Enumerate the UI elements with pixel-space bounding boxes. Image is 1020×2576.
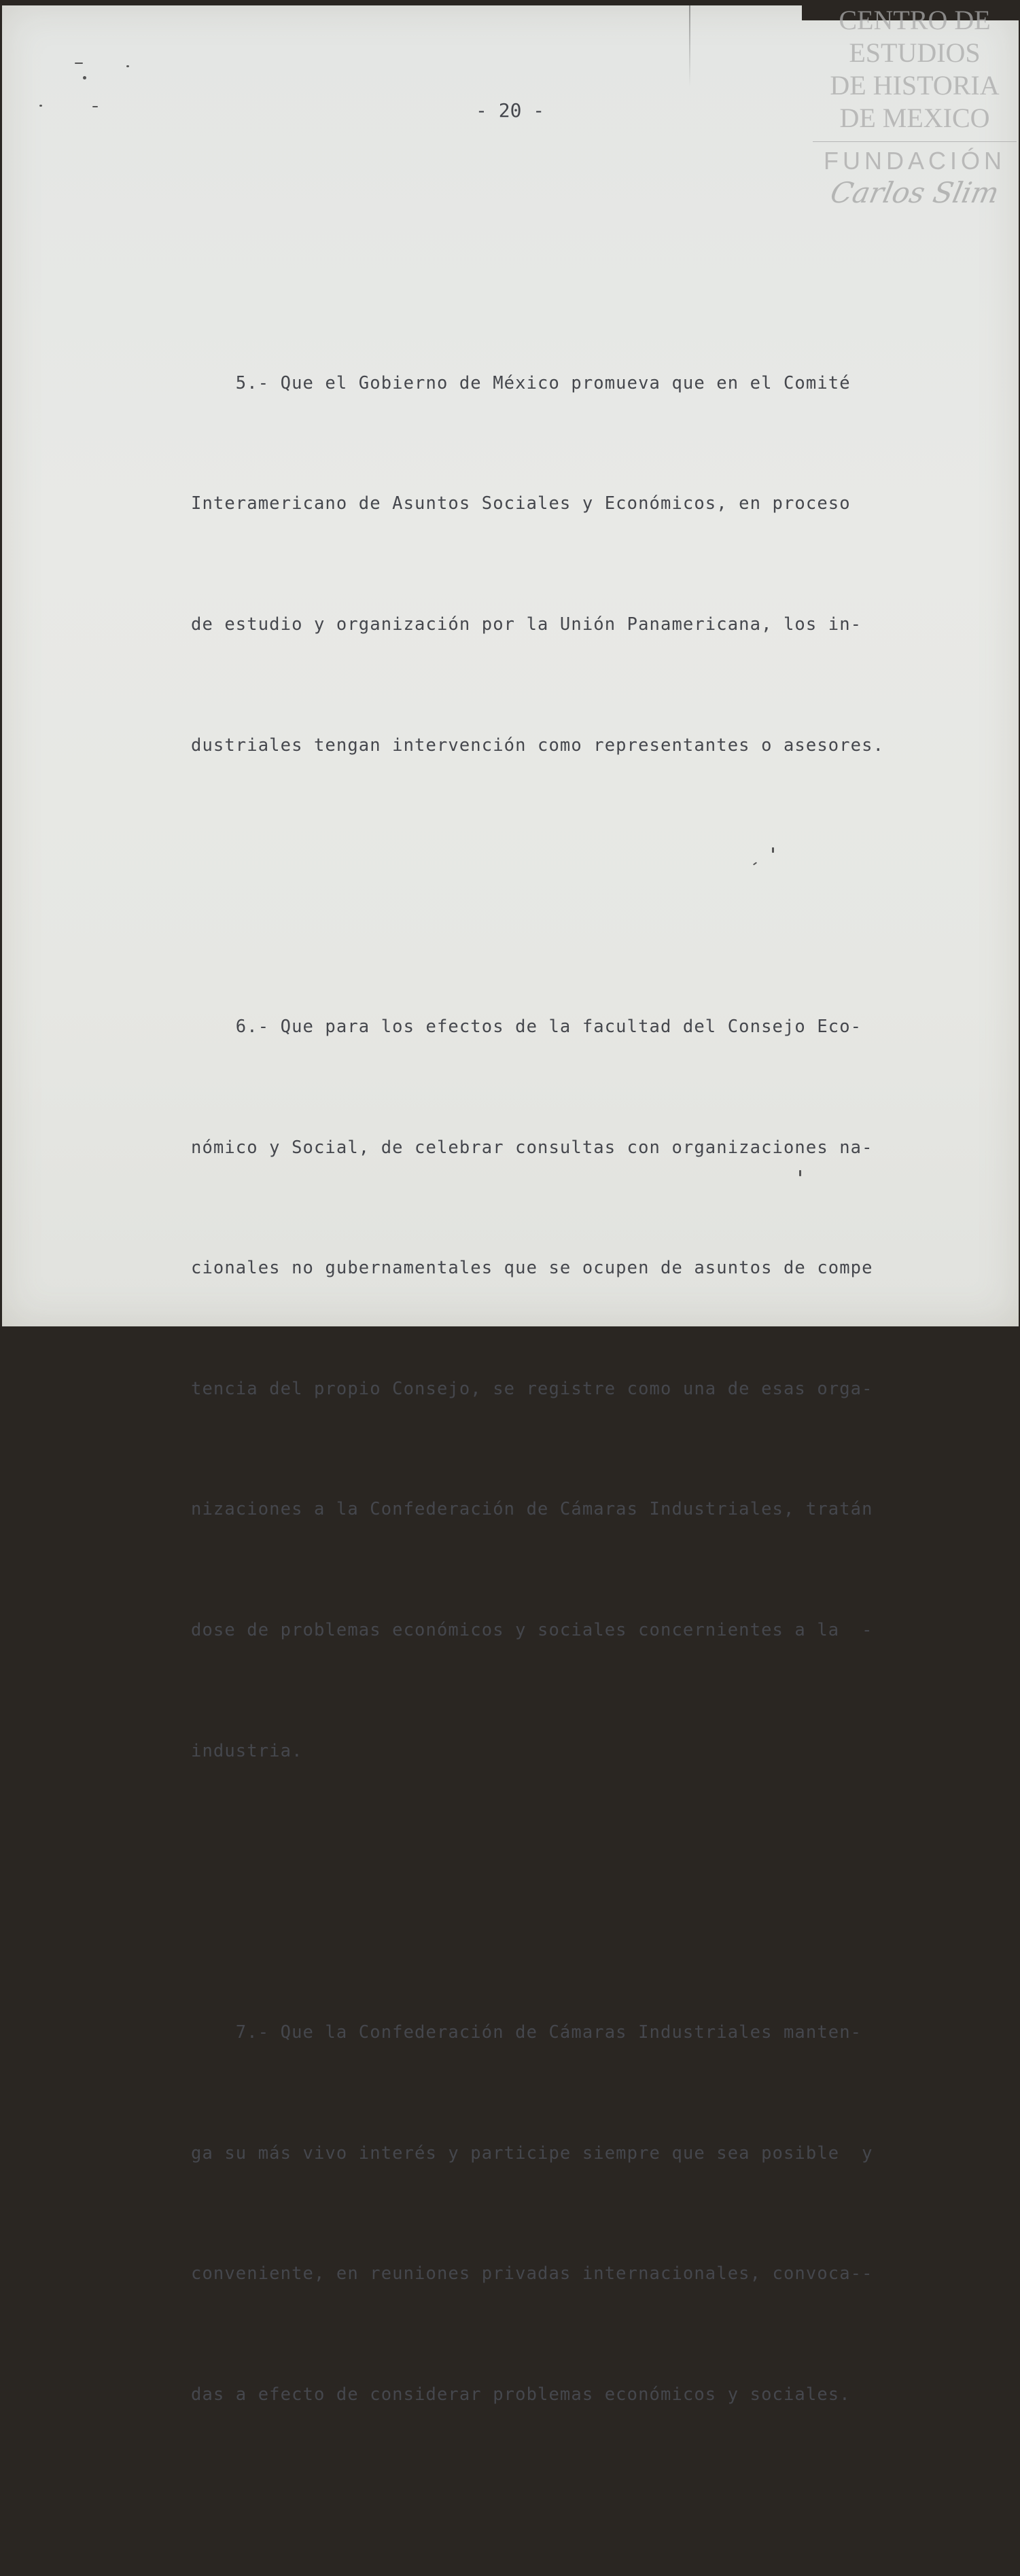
typed-body [191, 202, 884, 2576]
text-line: nómico y Social, de celebrar consultas con organizaciones na- [191, 1137, 873, 1158]
ink-speck [126, 65, 129, 67]
watermark-line: ESTUDIOS [849, 37, 981, 68]
paragraph-7 [191, 1933, 884, 2496]
ink-speck [39, 105, 42, 107]
paragraph-5 [191, 283, 884, 846]
ink-speck [83, 76, 86, 80]
fold-crease [689, 5, 690, 87]
watermark-line: DE HISTORIA [830, 70, 1000, 101]
text-line: de estudio y organización por la Unión Panamericana, los in- [191, 614, 862, 635]
text-line: industria. [191, 1740, 303, 1761]
page-number: - 20 - [476, 99, 545, 122]
ink-speck [75, 63, 83, 64]
text-line: das a efecto de considerar problemas económicos y sociales. [191, 2384, 851, 2405]
text-line: 7.- Que la Confederación de Cámaras Industriales manten- [191, 2022, 862, 2043]
watermark-signature: Carlos Slim [827, 176, 1002, 209]
ink-speck [92, 106, 98, 107]
watermark-divider [813, 141, 1017, 142]
text-line: 6.- Que para los efectos de la facultad del Consejo Eco- [191, 1017, 862, 1037]
text-line: 5.- Que el Gobierno de México promueva que en el Comité [191, 372, 851, 393]
text-line: cionales no gubernamentales que se ocupen de asuntos de compe [191, 1258, 873, 1279]
archive-watermark [813, 4, 1017, 210]
watermark-line: DE MEXICO [839, 103, 990, 133]
text-line: dose de problemas económicos y sociales concernientes a la - [191, 1619, 873, 1640]
text-line: dustriales tengan intervención como representantes o asesores. [191, 735, 885, 756]
paragraph-6 [191, 927, 884, 1852]
watermark-line: CENTRO DE [839, 5, 991, 35]
text-line: Interamericano de Asuntos Sociales y Económicos, en proceso [191, 493, 851, 514]
text-line: conveniente, en reuniones privadas internacionales, convoca-- [191, 2263, 873, 2284]
watermark-foundation: FUNDACIÓN [824, 147, 1006, 175]
text-line: nizaciones a la Confederación de Cámaras Industriales, tratán [191, 1499, 873, 1520]
text-line: tencia del propio Consejo, se registre como una de esas orga- [191, 1378, 873, 1399]
text-line: ga su más vivo interés y participe siempre que sea posible y [191, 2142, 873, 2164]
